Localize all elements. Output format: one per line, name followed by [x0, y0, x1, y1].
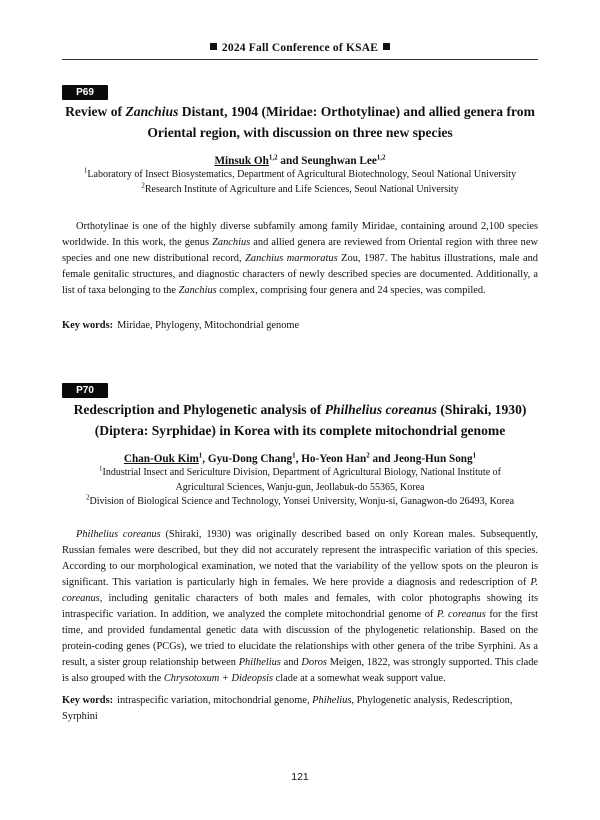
header-rule: [62, 59, 538, 60]
p69-abstract: Orthotylinae is one of the highly diverse subfamily among family Miridae, containing around 2,100 species worldwide. In this work, the genus Zanchius and allied genera are reviewed from Oriental region with three new species and one new distributional record, Zanchius marmoratus Zou, 1987. The habitus illustrations, male and female genitalic structures, and diagnostic characters of newly described species are documented. Additionally, a list of taxa belonging to the Zanchius complex, comprising four genera and 24 species, was compiled.: [62, 221, 539, 296]
p70-affiliations: $^1$Industrial Insect and Sericulture Division, Department of Agricultural Biology, National Institute of Agricultural Sciences, Wanju-gun, Jeollabuk-do 55365, Korea $^2$Division of Biological Science and Technology, Yonsei University, Wonju-si, Ganagwon-do 26493, Korea: [85, 464, 515, 507]
p70-abstract: Philhelius coreanus (Shiraki, 1930) was originally described based on only Korean males. Subsequently, Russian females were described, but they did not accurately represent the intraspecific variation of this species. According to our morphological examination, we noted that the variability of the yellow spots on the pleuron is significant. This variation is particularly high in females. We here provide a diagnosis and redescription of P. coreanus, including genitalic characters of both males and females, with color photographs showing its intraspecific variation. In addition, we analyzed the complete mitochondrial genome of P. coreanus for the first time, and provided fundamental genetic data with discussion of the phylogenetic relationship. Based on the protein-coding genes (PCGs), we tried to elucidate the relationships with other genera of the tribe Syrphini. As a result, a sister group relationship between Philhelius and Doros Meigen, 1822, was strongly supported. This clade is also grouped with the Chrysotoxum + Dideopsis clade at a somewhat weak support value.: [62, 529, 539, 684]
conference-name: 2024 Fall Conference of KSAE: [221, 42, 379, 54]
keywords-label: Key words:: [62, 695, 114, 706]
p69-title: Review of Zanchius Distant, 1904 (Miridae: Orthotylinae) and allied genera from Oriental region, with discussion on three new species: [65, 104, 535, 140]
page-number: 121: [291, 771, 309, 783]
presenting-author: Minsuk Oh: [214, 155, 269, 167]
abstract-badge-p69: P69: [62, 85, 108, 100]
keywords-label: Key words:: [62, 320, 114, 331]
p70-title: Redescription and Phylogenetic analysis of Philhelius coreanus (Shiraki, 1930) (Diptera: Syrphidae) in Korea with its complete mitochondrial genome: [73, 402, 527, 438]
abstract-badge-p70: P70: [62, 383, 108, 398]
square-bullet-icon: [383, 43, 390, 50]
p70-authors: Chan-Ouk Kim$^1$, Gyu-Dong Chang$^1$, Ho-Yeon Han$^2$ and Jeong-Hun Song$^1$: [123, 451, 477, 465]
p69-authors: Minsuk Oh$^{1,2}$ and Seunghwan Lee$^{1,2}$: [214, 153, 386, 167]
square-bullet-icon: [210, 43, 217, 50]
p69-affiliations: $^1$Laboratory of Insect Biosystematics, Department of Agricultural Biotechnology, Seoul National University $^2$Research Institute of Agriculture and Life Sciences, Seoul National University: [83, 166, 517, 195]
p70-keywords: Key words: intraspecific variation, mitochondrial genome, Phihelius, Phylogenetic analysis, Redescription, Syrphini: [62, 695, 513, 722]
presenting-author: Chan-Ouk Kim: [123, 453, 199, 465]
running-header: [62, 42, 538, 54]
p69-keywords: Key words: Miridae, Phylogeny, Mitochondrial genome: [62, 320, 300, 331]
